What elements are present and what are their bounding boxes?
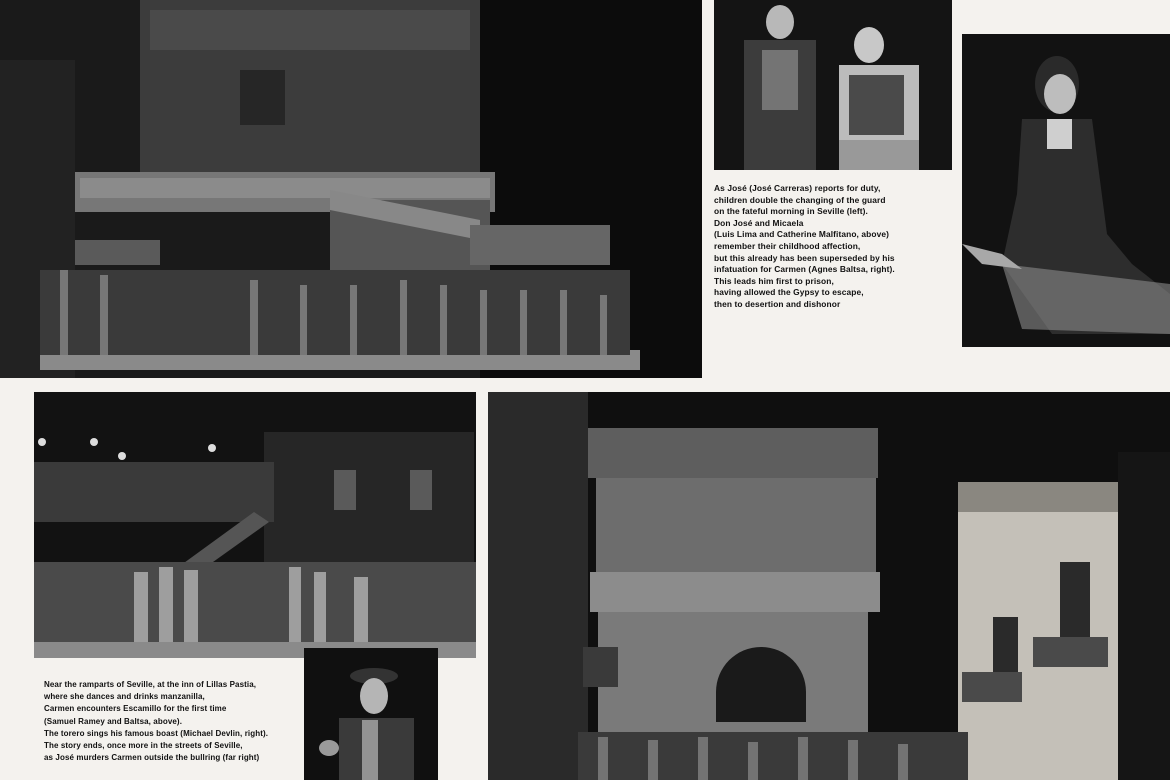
photo-jose-micaela [714, 0, 952, 170]
photo-inn-lillas-pastia [34, 392, 476, 658]
caption-line: remember their childhood affection, [714, 240, 861, 251]
photo-guard-changing-scene [0, 0, 702, 378]
caption-line: Carmen encounters Escamillo for the first time [44, 704, 227, 714]
caption-line: on the fateful morning in Seville (left). [714, 206, 868, 217]
caption-line: having allowed the Gypsy to escape, [714, 287, 864, 298]
photo-escamillo [304, 648, 438, 780]
caption-line: Near the ramparts of Seville, at the inn of Lillas Pastia, [44, 680, 257, 689]
caption-line: children double the changing of the guard [714, 194, 886, 205]
caption-line: As José (José Carreras) reports for duty, [714, 183, 881, 193]
caption-line: (Luis Lima and Catherine Malfitano, above) [714, 229, 889, 240]
caption-top [714, 183, 954, 311]
caption-line: (Samuel Ramey and Baltsa, above). [44, 716, 183, 726]
caption-line: then to desertion and dishonor [714, 298, 841, 309]
caption-bottom [44, 679, 300, 764]
caption-line: but this already has been superseded by his [714, 252, 895, 263]
caption-line: Don José and Micaela [714, 217, 804, 228]
caption-line: infatuation for Carmen (Agnes Baltsa, right). [714, 264, 895, 275]
photo-bullring-street [488, 392, 1170, 780]
caption-line: where she dances and drinks manzanilla, [44, 692, 205, 702]
caption-line: The torero sings his famous boast (Michael Devlin, right). [44, 728, 269, 738]
caption-line: This leads him first to prison, [714, 275, 834, 286]
photo-carmen [962, 34, 1170, 347]
caption-line: The story ends, once more in the streets of Seville, [44, 741, 243, 751]
caption-line: as José murders Carmen outside the bullring (far right) [44, 753, 260, 763]
